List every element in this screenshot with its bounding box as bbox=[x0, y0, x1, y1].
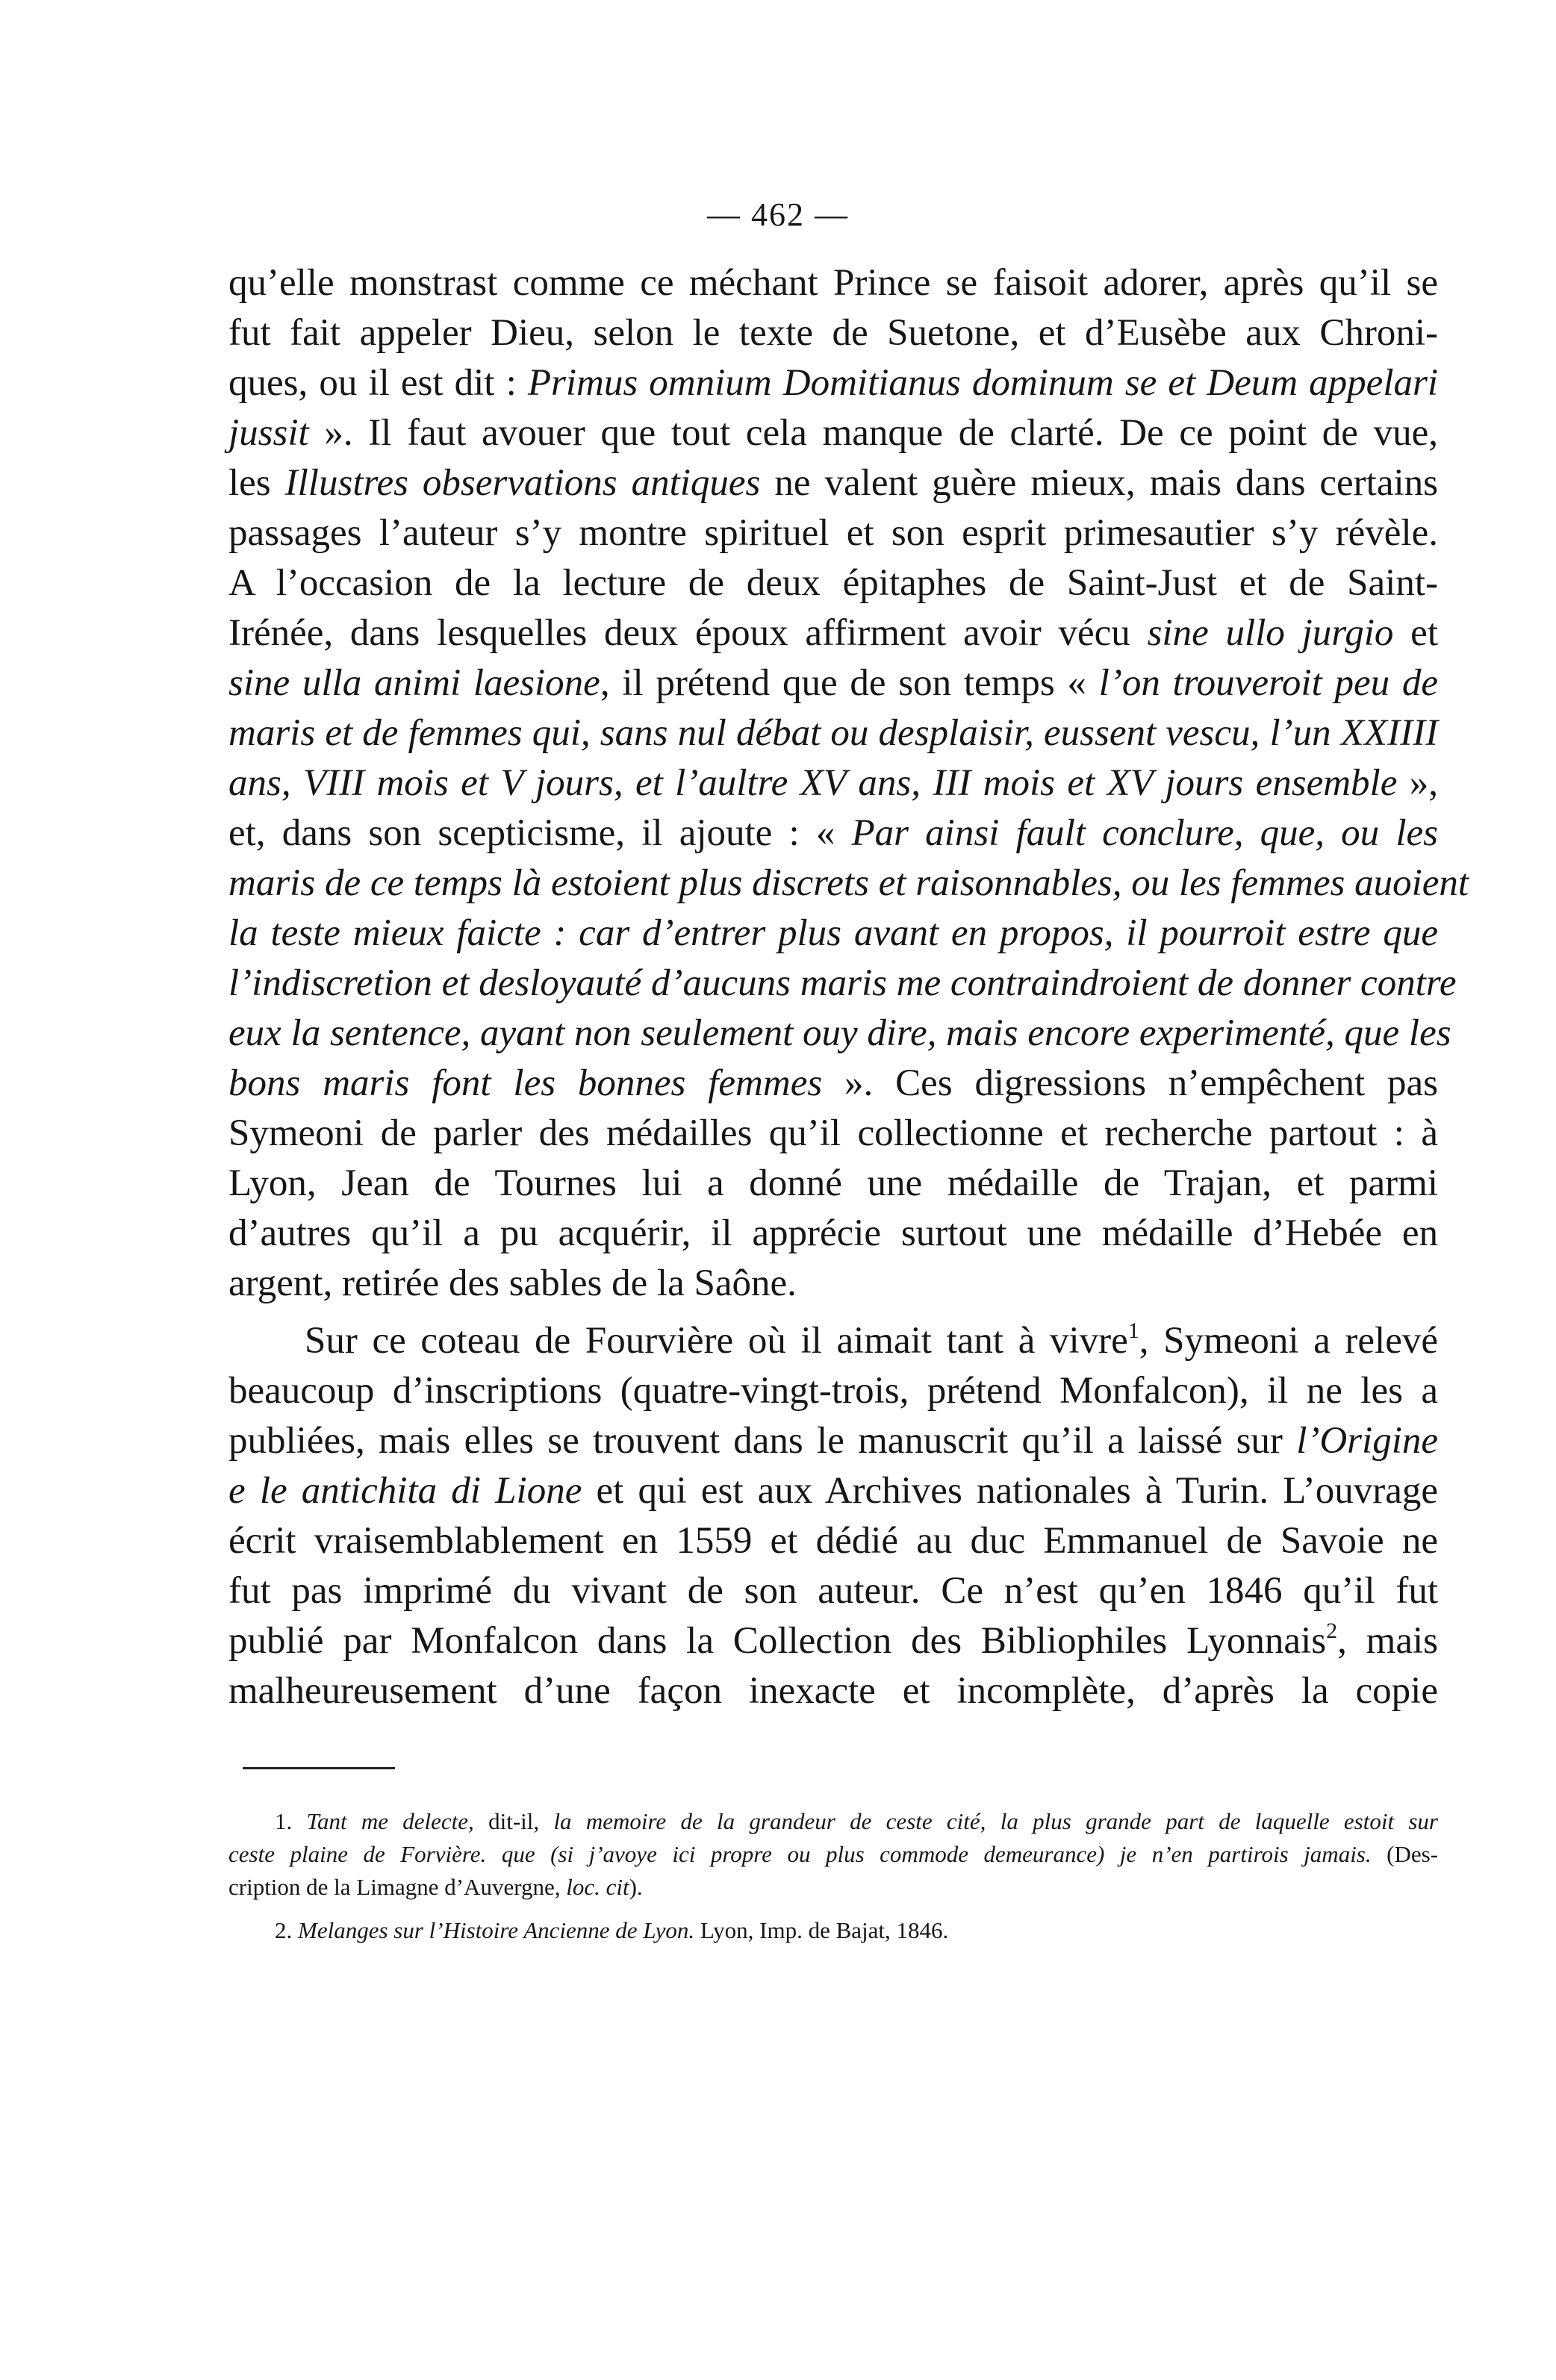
text-run: beaucoup d’inscriptions (quatre-vingt-trois, prétend Monfalcon), il ne les a bbox=[228, 1370, 1438, 1412]
text-line bbox=[228, 358, 1438, 408]
footnote-line bbox=[228, 1914, 1438, 1947]
text-line bbox=[228, 258, 1438, 308]
footnote-1 bbox=[228, 1805, 1438, 1904]
text-run: , mais bbox=[1337, 1620, 1438, 1662]
french-quote: la teste mieux faicte : car d’entrer plus avant en propos, il pourroit estre que bbox=[228, 912, 1438, 954]
french-quote: l’indiscretion et desloyauté d’aucuns maris me contraindroient de donner contre bbox=[228, 962, 1457, 1004]
text-line bbox=[228, 859, 1469, 909]
text-run: ne valent guère mieux, mais dans certains bbox=[760, 462, 1438, 504]
book-title: Melanges sur l’Histoire Ancienne de Lyon. bbox=[298, 1917, 695, 1943]
text-line bbox=[228, 408, 1438, 458]
text-line bbox=[228, 1366, 1438, 1416]
french-quote: maris et de femmes qui, sans nul débat ou desplaisir, eussent vescu, l’un XXIIII bbox=[228, 712, 1438, 754]
text-line bbox=[228, 708, 1438, 758]
text-run: et bbox=[1393, 612, 1438, 654]
text-run: ques, ou il est dit : bbox=[228, 362, 528, 404]
text-run: (Des- bbox=[1371, 1841, 1438, 1867]
text-line bbox=[228, 608, 1438, 658]
text-run: passages l’auteur s’y montre spirituel et son esprit primesautier s’y révèle. bbox=[228, 512, 1438, 554]
latin-quote: sine ullo jurgio bbox=[1147, 612, 1394, 654]
french-quote: eux la sentence, ayant non seulement ouy dire, mais encore experimenté, que les bbox=[228, 1012, 1451, 1054]
latin-quote: Primus omnium Domitianus dominum se et Deum appelari bbox=[527, 362, 1439, 404]
text-line bbox=[228, 1209, 1438, 1259]
text-run: fut pas imprimé du vivant de son auteur. Ce n’est qu’en 1846 qu’il fut bbox=[228, 1570, 1438, 1612]
text-run: d’autres qu’il a pu acquérir, il apprécie surtout une médaille d’Hebée en bbox=[228, 1212, 1438, 1254]
footnote-separator bbox=[243, 1767, 395, 1769]
text-line bbox=[228, 1566, 1438, 1616]
text-run: , Symeoni a relevé bbox=[1139, 1320, 1438, 1362]
quote-text: Tant me delecte, bbox=[306, 1808, 474, 1834]
text-line bbox=[228, 558, 1438, 608]
text-line bbox=[228, 1259, 1438, 1309]
text-run: qu’elle monstrast comme ce méchant Prince se faisoit adorer, après qu’il se bbox=[228, 262, 1438, 304]
text-line bbox=[228, 909, 1438, 959]
text-line bbox=[228, 959, 1457, 1009]
text-run: malheureusement d’une façon inexacte et incomplète, d’après la copie bbox=[228, 1670, 1438, 1712]
text-run: les bbox=[228, 462, 285, 504]
text-line bbox=[228, 658, 1438, 708]
text-run: dit-il, bbox=[473, 1808, 554, 1834]
text-run: publiées, mais elles se trouvent dans le manuscrit qu’il a laissé sur bbox=[228, 1420, 1297, 1462]
text-run: cription de la Limagne d’Auvergne, bbox=[228, 1874, 567, 1900]
latin-quote: jussit bbox=[228, 412, 309, 454]
text-run: Lyon, Imp. de Bajat, 1846. bbox=[694, 1917, 949, 1943]
text-line bbox=[228, 1616, 1438, 1666]
footnote-line bbox=[228, 1838, 1438, 1871]
book-title: e le antichita di Lione bbox=[228, 1470, 582, 1512]
text-run: écrit vraisemblablement en 1559 et dédié au duc Emmanuel de Savoie ne bbox=[228, 1520, 1438, 1562]
text-line bbox=[228, 1109, 1438, 1159]
french-quote: maris de ce temps là estoient plus discrets et raisonnables, ou les femmes auoient bbox=[228, 862, 1469, 904]
text-run: ». Ces digressions n’empêchent pas bbox=[822, 1062, 1438, 1104]
text-line bbox=[228, 1466, 1438, 1516]
paragraph-gap bbox=[228, 1309, 1438, 1316]
footnote-marker: 1. bbox=[275, 1808, 307, 1834]
french-quote: bons maris font les bonnes femmes bbox=[228, 1062, 823, 1104]
text-run: ». Il faut avouer que tout cela manque de clarté. De ce point de vue, bbox=[308, 412, 1438, 454]
text-line bbox=[228, 458, 1438, 508]
page-number: — 462 — bbox=[707, 196, 849, 233]
text-run: , il prétend que de son temps « bbox=[600, 662, 1099, 704]
text-line bbox=[228, 508, 1438, 558]
text-run: et qui est aux Archives nationales à Turin. L’ouvrage bbox=[582, 1470, 1438, 1512]
french-quote: l’on trouveroit peu de bbox=[1098, 662, 1438, 704]
text-line bbox=[228, 809, 1438, 859]
text-run: », bbox=[1397, 762, 1438, 804]
french-quote: Par ainsi fault conclure, que, ou les bbox=[851, 812, 1438, 854]
latin-quote: sine ulla animi laesione bbox=[228, 662, 600, 704]
main-text bbox=[228, 258, 1469, 1716]
text-run: et, dans son scepticisme, il ajoute : « bbox=[228, 812, 852, 854]
text-line bbox=[228, 1416, 1438, 1466]
french-quote: ans, VIII mois et V jours, et l’aultre XV ans, III mois et XV jours ensemble bbox=[228, 762, 1398, 804]
footnote-ref-1[interactable]: 1 bbox=[1127, 1318, 1139, 1343]
text-run: publié par Monfalcon dans la Collection des Bibliophiles Lyonnais bbox=[228, 1620, 1327, 1662]
quote-text: la memoire de la grandeur de ceste cité, la plus grande part de laquelle estoit sur bbox=[553, 1808, 1438, 1834]
text-run: fut fait appeler Dieu, selon le texte de Suetone, et d’Eusèbe aux Chroni- bbox=[228, 312, 1438, 354]
text-run: A l’occasion de la lecture de deux épitaphes de Saint-Just et de Saint- bbox=[228, 562, 1438, 604]
text-run: ). bbox=[629, 1874, 643, 1900]
footnote-2 bbox=[228, 1914, 1438, 1947]
footnote-ref-2[interactable]: 2 bbox=[1326, 1619, 1338, 1643]
text-line bbox=[228, 1159, 1438, 1209]
text-run: Irénée, dans lesquelles deux époux affirment avoir vécu bbox=[228, 612, 1148, 654]
text-run: Sur ce coteau de Fourvière où il aimait tant à vivre bbox=[305, 1320, 1128, 1362]
citation-abbrev: loc. cit bbox=[566, 1874, 629, 1900]
quote-text: ceste plaine de Forvière. que (si j’avoye ici propre ou plus commode demeurance) je n’en partirois jamais. bbox=[228, 1841, 1372, 1867]
text-run: argent, retirée des sables de la Saône. bbox=[228, 1262, 797, 1304]
text-line bbox=[228, 1516, 1438, 1566]
footnotes bbox=[228, 1805, 1438, 1947]
text-run: Lyon, Jean de Tournes lui a donné une médaille de Trajan, et parmi bbox=[228, 1162, 1438, 1204]
text-line bbox=[228, 758, 1438, 809]
text-line bbox=[228, 1059, 1438, 1109]
text-line bbox=[228, 1666, 1438, 1716]
footnote-line bbox=[228, 1871, 1438, 1904]
book-title: l’Origine bbox=[1296, 1420, 1438, 1462]
text-line bbox=[228, 308, 1438, 358]
text-line bbox=[228, 1316, 1438, 1366]
footnote-line bbox=[228, 1805, 1438, 1838]
text-line bbox=[228, 1009, 1451, 1059]
book-title: Illustres observations antiques bbox=[284, 462, 761, 504]
text-run: Symeoni de parler des médailles qu’il collectionne et recherche partout : à bbox=[228, 1112, 1438, 1154]
footnote-marker: 2. bbox=[275, 1917, 298, 1943]
